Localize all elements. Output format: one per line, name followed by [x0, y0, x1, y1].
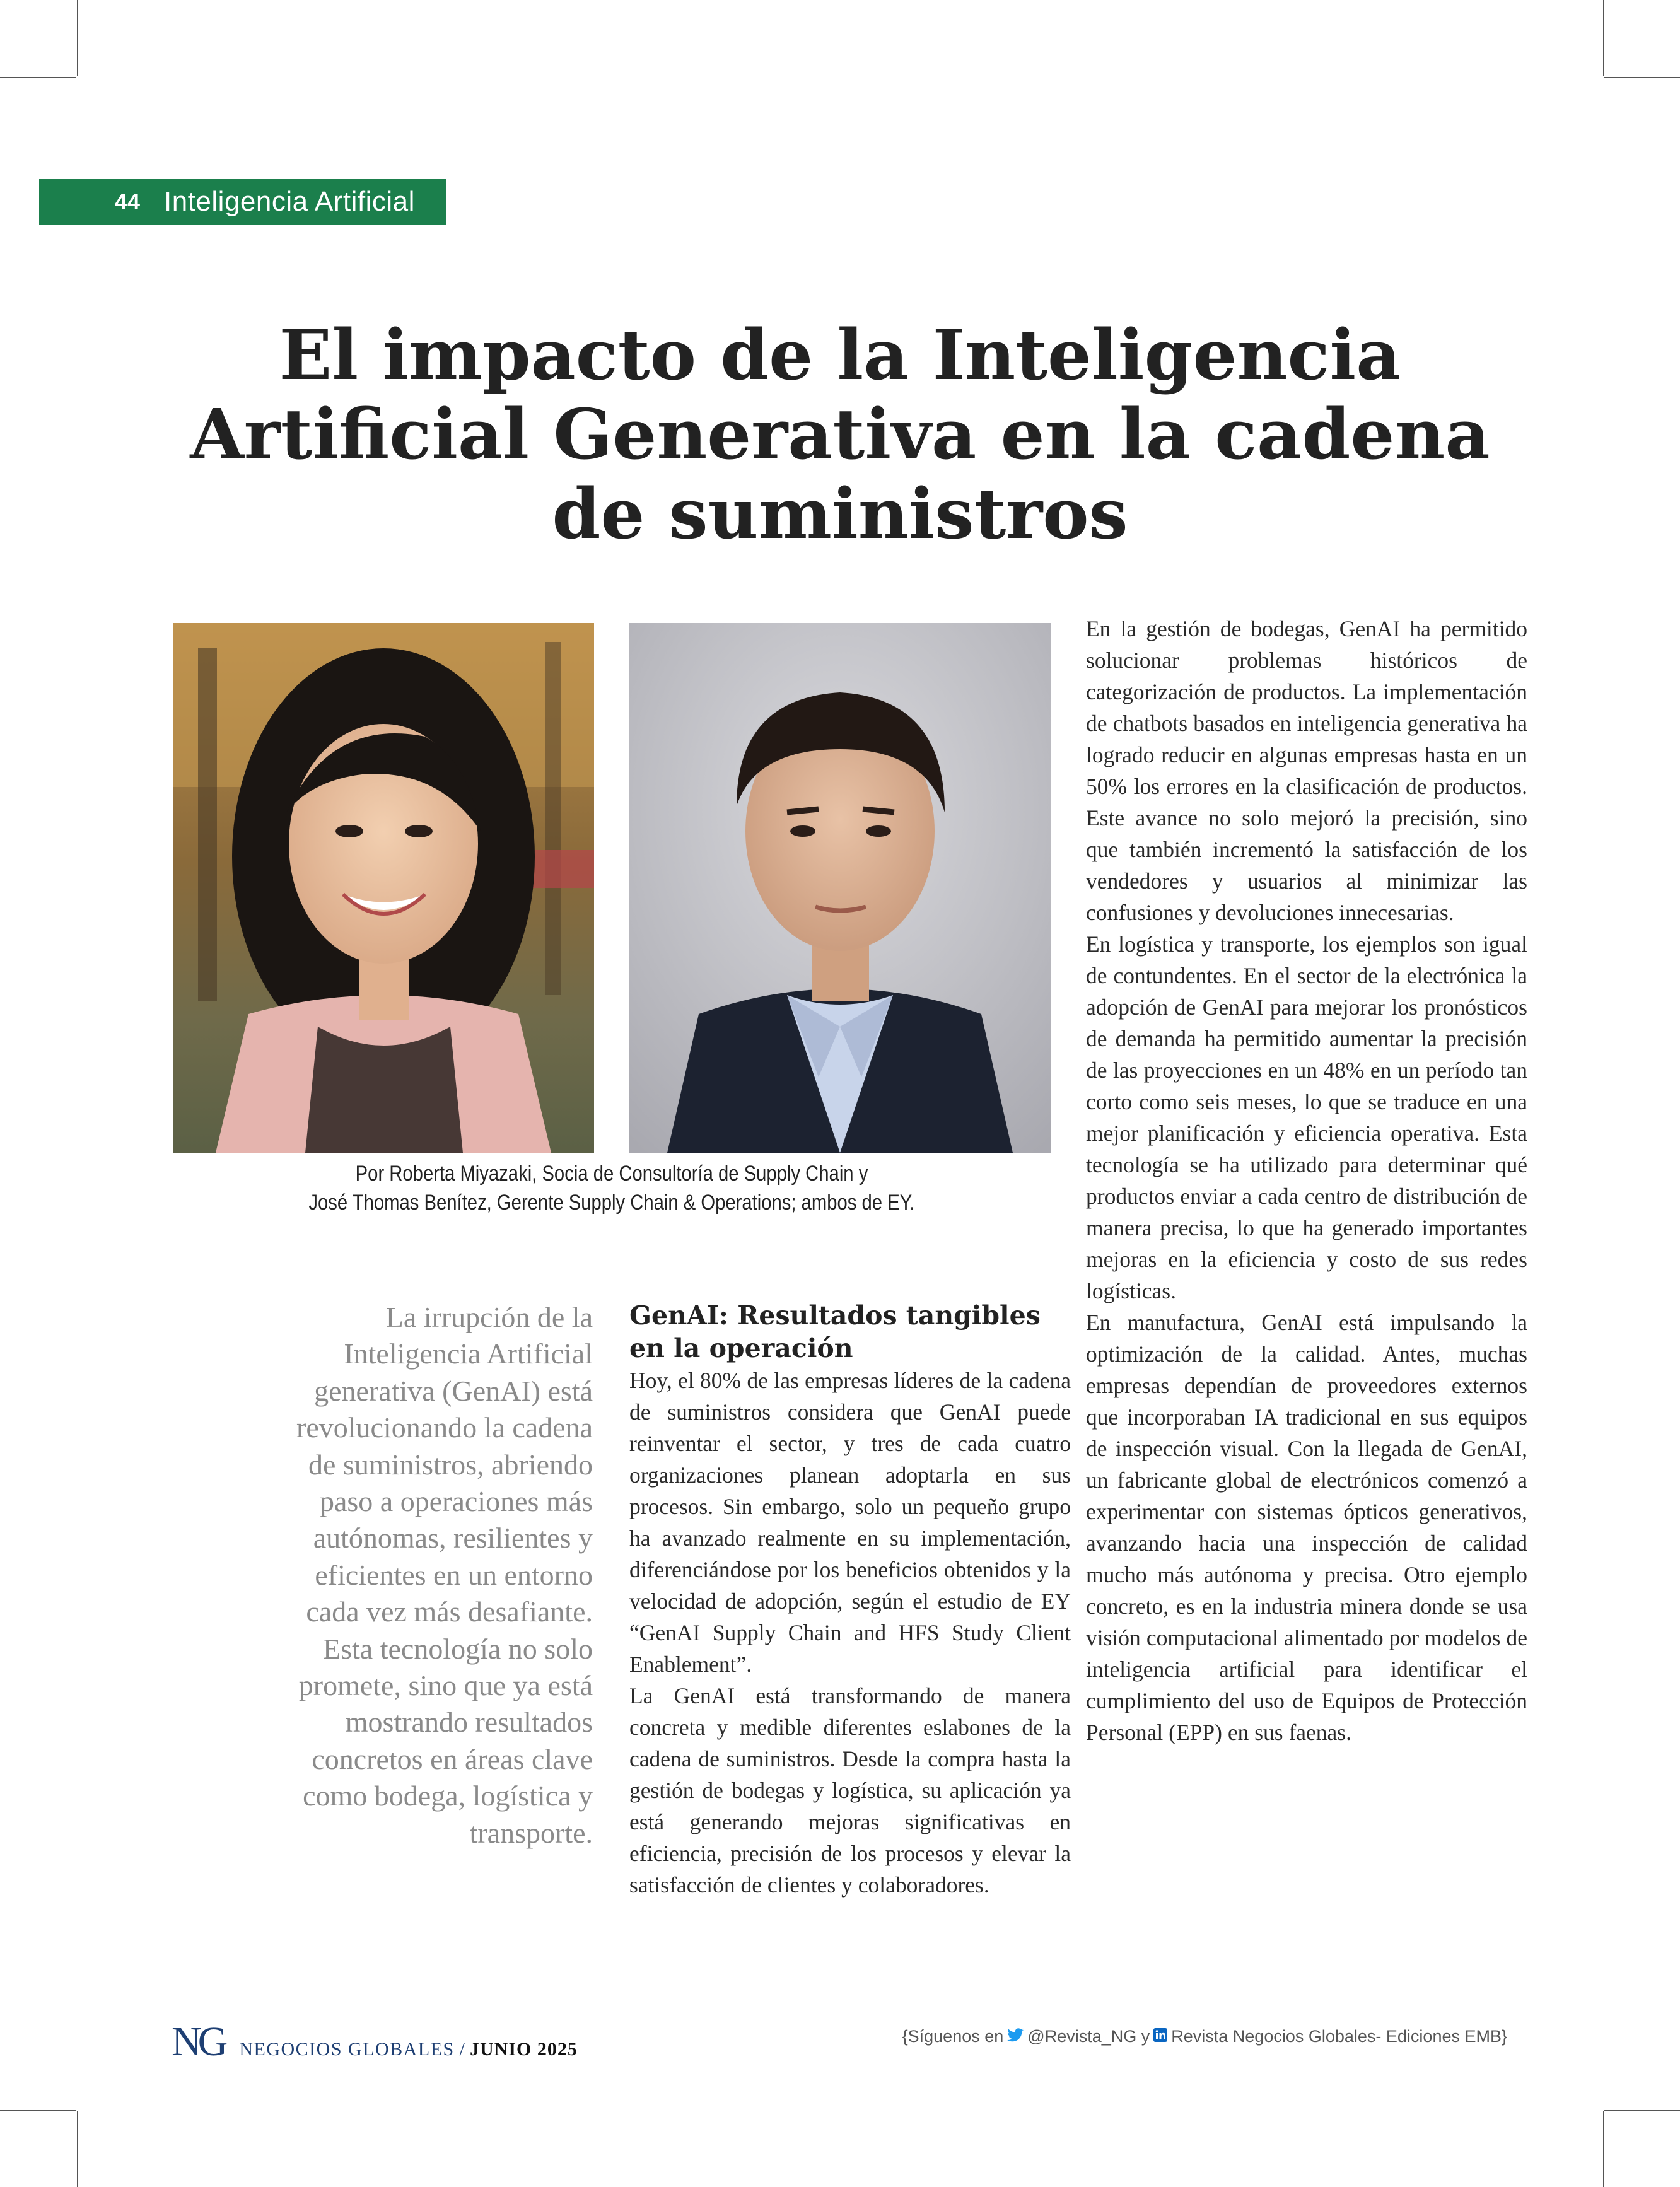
- body-paragraph: Hoy, el 80% de las empresas líderes de la cadena de suministros considera que GenAI puede reinventar el sector, y tres de cada cuatro organizaciones planean adoptarla en sus procesos. Sin embargo, solo un pequeño grupo ha avanzado realmente en su implementación, diferenciándose por los beneficios obtenidos y la velocidad de adopción, según el estudio de EY “GenAI Supply Chain and HFS Study Client Enablement”.: [629, 1368, 1071, 1677]
- publication-logo: NG: [172, 2019, 225, 2065]
- body-paragraph: En manufactura, GenAI está impulsando la optimización de la calidad. Antes, muchas empresas dependían de proveedores externos que incorporaban IA tradicional en sus equipos de inspección visual. Con la llegada de GenAI, un fabricante global de electrónicos comenzó a experimentar con sistemas ópticos generativos, avanzando hacia una inspección de calidad mucho más autónoma y precisa. Otro ejemplo concreto, es en la industria minera donde se usa visión computacional alimentado por modelos de inteligencia artificial para identificar el cumplimiento del uso de Equipos de Protección Personal (EPP) en sus faenas.: [1086, 1310, 1527, 1745]
- body-paragraph: La GenAI está transformando de manera concreta y medible diferentes eslabones de la cadena de suministros. Desde la compra hasta la gestión de bodegas y logística, su aplicación ya está generando mejoras significativas en eficiencia, precisión de los procesos y elevar la satisfacción de clientes y colaboradores.: [629, 1683, 1071, 1898]
- publication-name: NEGOCIOS GLOBALES: [239, 2039, 455, 2060]
- social-prefix: {Síguenos en: [902, 2027, 1004, 2046]
- footer-publication: [172, 2018, 578, 2066]
- crop-mark: [1603, 2111, 1604, 2187]
- linkedin-name: Revista Negocios Globales- Ediciones EMB}: [1171, 2027, 1507, 2046]
- body-paragraph: En logística y transporte, los ejemplos son igual de contundentes. En el sector de la electrónica la adopción de GenAI para mejorar los pronósticos de demanda ha permitido aumentar la precisión de las proyecciones en un 48% en un período tan corto como seis meses, lo que se traduce en una mejor planificación y eficiencia operativa. Esta tecnología se ha utilizado para determinar qué productos enviar a cada centro de distribución de manera precisa, lo que ha generado importantes mejoras en la eficiencia y costo de sus redes logísticas.: [1086, 931, 1527, 1303]
- caption-line: Por Roberta Miyazaki, Socia de Consultoría de Supply Chain y: [355, 1162, 868, 1186]
- article-title: El impacto de la Inteligencia Artificial Generativa en la cadena de suministros: [190, 314, 1490, 554]
- crop-mark: [1604, 77, 1680, 78]
- footer-separator: /: [459, 2039, 465, 2060]
- portrait-image: [173, 623, 594, 1153]
- crop-mark: [0, 77, 76, 78]
- author-photo-roberta: [173, 623, 594, 1153]
- twitter-icon: [1007, 2027, 1024, 2046]
- twitter-handle: @Revista_NG y: [1027, 2027, 1150, 2046]
- article-column-right: [1086, 613, 1527, 1748]
- body-paragraph: En la gestión de bodegas, GenAI ha permitido solucionar problemas históricos de categorización de productos. La implementación de chatbots basados en inteligencia generativa ha logrado reducir en algunas empresas hasta en un 50% los errores en la clasificación de productos. Este avance no solo mejoró la precisión, sino que también incrementó la satisfacción de los vendedores y usuarios al minimizar las confusiones y devoluciones innecesarias.: [1086, 616, 1527, 925]
- crop-mark: [1603, 0, 1604, 76]
- footer-social: [902, 2027, 1507, 2046]
- linkedin-icon: [1153, 2027, 1167, 2046]
- page-number: 44: [115, 189, 141, 214]
- photo-caption: [248, 1159, 975, 1217]
- article-column-middle: [629, 1299, 1071, 1901]
- section-tab: [39, 179, 446, 225]
- crop-mark: [0, 2110, 76, 2111]
- crop-mark: [77, 2111, 78, 2187]
- section-name: Inteligencia Artificial: [164, 186, 415, 217]
- author-photo-jose: [629, 623, 1051, 1153]
- pull-quote: La irrupción de la Inteligencia Artificial generativa (GenAI) está revolucionando la cadena de suministros, abriendo paso a operaciones más autónomas, resilientes y eficientes en un entorno cada vez más desafiante. Esta tecnología no solo promete, sino que ya está mostrando resultados concretos en áreas clave como bodega, logística y transporte.: [296, 1301, 593, 1849]
- issue-date: JUNIO 2025: [470, 2039, 578, 2060]
- section-subheading: GenAI: Resultados tangibles en la operación: [629, 1300, 1041, 1363]
- portrait-image: [629, 623, 1051, 1153]
- crop-mark: [1604, 2110, 1680, 2111]
- caption-line: José Thomas Benítez, Gerente Supply Chain & Operations; ambos de EY.: [308, 1191, 915, 1215]
- crop-mark: [77, 0, 78, 76]
